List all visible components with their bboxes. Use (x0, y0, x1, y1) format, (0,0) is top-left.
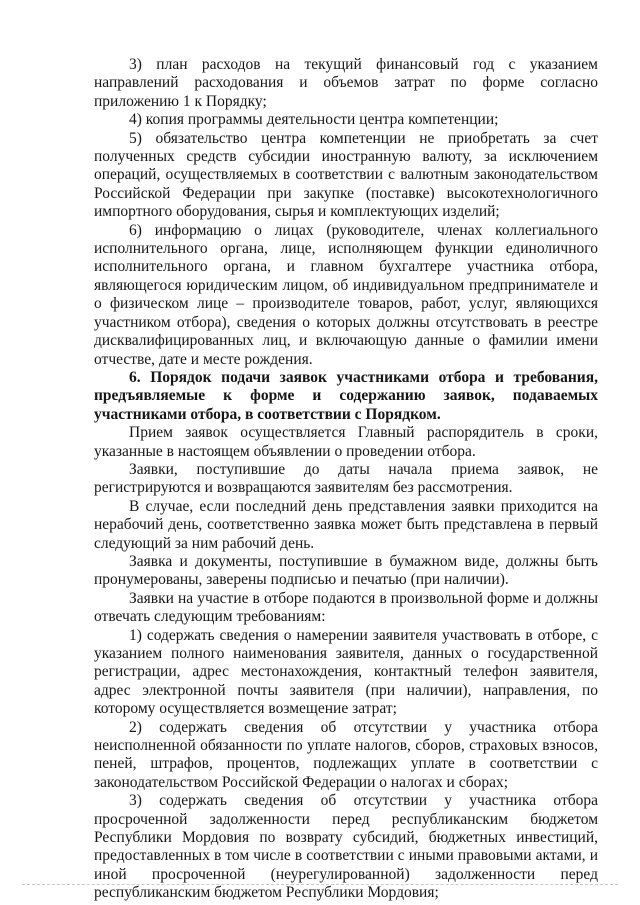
paragraph-currency-obligation: 5) обязательство центра компетенции не приобретать за счет полученных средств субсидии иностранную валюту, за исключением операций, осуществляемых в соответствии с валютным законодательством Российской Федерации при закупке (поставке) высокотехнологичного импортного оборудования, сырья и комплектующих изделий; (94, 129, 598, 221)
section-heading: 6. Порядок подачи заявок участниками отбора и требования, предъявляемые к форме и содержанию заявок, подаваемых участниками отбора, в соответствии с Порядком. (94, 368, 598, 423)
paragraph-expense-plan: 3) план расходов на текущий финансовый год с указанием направлений расходования и объемов затрат по форме согласно приложению 1 к Порядку; (94, 56, 598, 110)
paragraph-persons-info: 6) информацию о лицах (руководителе, членах коллегиального исполнительного органа, лице, исполняющем функции единоличного исполнительного органа, и главном бухгалтере участника отбора, являющегося юридическим лицом, об индивидуальном предпринимателе и о физическом лице – производителе товаров, работ, услуг, являющихся участником отбора), сведения о которых должны отсутствовать в реестре дисквалифицированных лиц, и включающую данные о фамилии имени отчестве, дате и месте рождения. (94, 221, 598, 368)
paragraph-requirements-intro: Заявки на участие в отборе подаются в произвольной форме и должны отвечать следующим требованиям: (94, 589, 598, 626)
paragraph-non-working-day: В случае, если последний день представления заявки приходится на нерабочий день, соответственно заявка может быть представлена в первый следующий за ним рабочий день. (94, 497, 598, 552)
paragraph-early-applications: Заявки, поступившие до даты начала приема заявок, не регистрируются и возвращаются заявителям без рассмотрения. (94, 460, 598, 497)
paragraph-paper-documents: Заявка и документы, поступившие в бумажном виде, должны быть пронумерованы, заверены подписью и печатью (при наличии). (94, 552, 598, 589)
paragraph-program-copy: 4) копия программы деятельности центра компетенции; (129, 111, 499, 129)
paragraph-requirement-3: 3) содержать сведения об отсутствии у участника отбора просроченной задолженности перед республиканским бюджетом Республики Мордовия по возврату субсидий, бюджетных инвестиций, предоставленных в том числе в соответствии с иными правовыми актами, и иной просроченной (неурегулированной) задолженности перед республиканским бюджетом Республики Мордовия; (94, 792, 598, 902)
paragraph-requirement-1: 1) содержать сведения о намерении заявителя участвовать в отборе, с указанием полного наименования заявителя, данных о государственной регистрации, адрес местонахождения, контактный телефон заявителя, адрес электронной почты заявителя (при наличии), направления, по которому осуществляется возмещение затрат; (94, 626, 598, 718)
paragraph-application-receipt: Прием заявок осуществляется Главный распорядитель в сроки, указанные в настоящем объявлении о проведении отбора. (94, 424, 598, 460)
paragraph-requirement-2: 2) содержать сведения об отсутствии у участника отбора неисполненной обязанности по уплате налогов, сборов, страховых взносов, пеней, штрафов, процентов, подлежащих уплате в соответствии с законодательством Российской Федерации о налогах и сборах; (94, 718, 598, 791)
document-page (94, 56, 598, 903)
page-bottom-rule (22, 884, 618, 885)
